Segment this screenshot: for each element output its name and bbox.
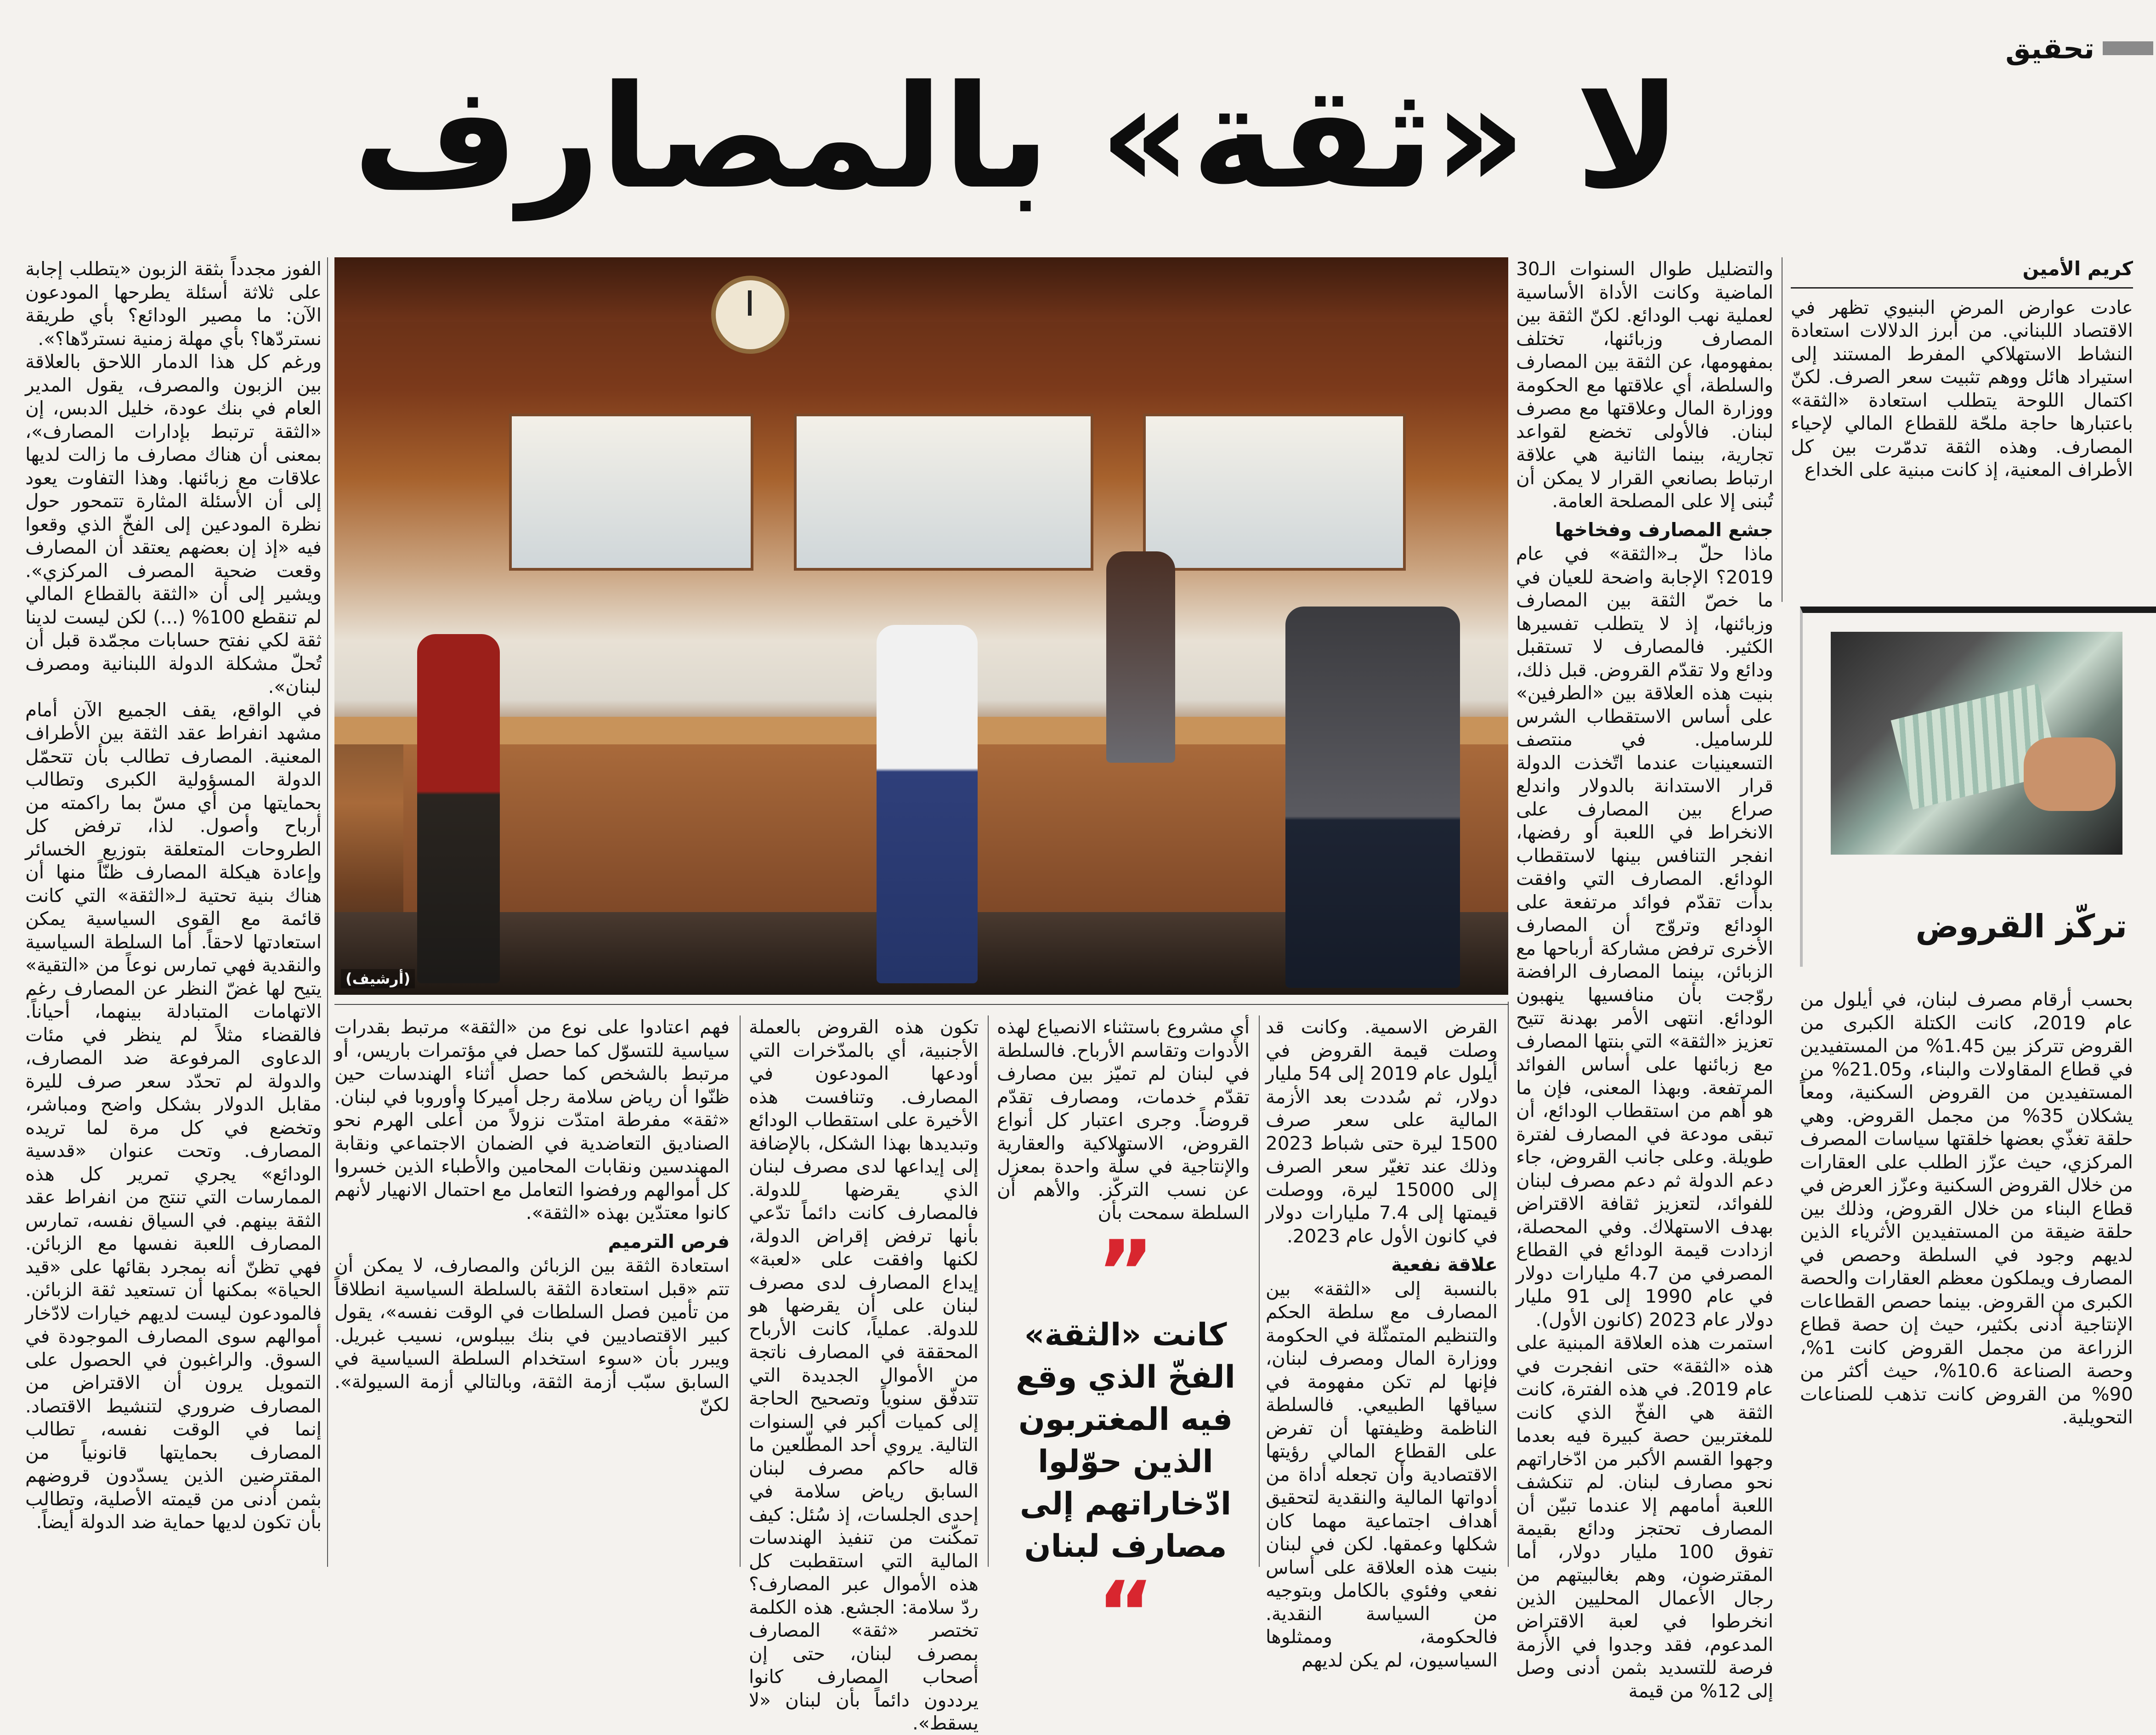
- photo-customer: [1106, 551, 1175, 763]
- sidebar-text: بحسب أرقام مصرف لبنان، في أيلول من عام 2019، كانت الكتلة الكبرى من القروض تتركز بين 1.45% من المستفيدين في قطاع المقاولات والبناء، و21.05% من المستفيدين من القروض السكنية، ومعاً يشكلان 35% من مجمل القروض. وهي حلقة تغذّي بعضها خلقتها سياسات المصرف المركزي، حيث عزّز الطلب على العقارات من خلال القروض السكنية وعزّز العرض في قطاع البناء من خلال القروض، وذلك بين حلقة ضيقة من المستفيدين الأثرياء الذين لديهم وجود في السلطة وحصص في المصارف ويملكون معظم العقارات والحصة الكبرى من القروض. بينما حصص القطاعات الإنتاجية أدنى بكثير، حيث إن حصة قطاع الزراعة من مجمل القروض كانت 1%، وحصة الصناعة 10.6%، حيث أكثر من 90% من القروض كانت تذهب للصناعات التحويلية.: [1800, 988, 2133, 1428]
- article-column-1: [1791, 257, 2133, 597]
- quote-close-mark: “: [1097, 1563, 1154, 1664]
- article-column-4: [997, 1015, 1250, 1224]
- column-divider: [1259, 1015, 1260, 1567]
- photo-window: [794, 414, 1093, 571]
- headline: لا «ثقة» بالمصارف: [352, 55, 1681, 221]
- byline: كريم الأمين: [1791, 257, 2133, 289]
- kicker-bar: [2103, 41, 2153, 55]
- pull-quote: [997, 1222, 1254, 1664]
- article-column-2: [1516, 257, 1773, 1702]
- column-7-paragraph-2: ورغم كل هذا الدمار اللاحق بالعلاقة بين الزبون والمصرف، يقول المدير العام في بنك عودة، خليل الدبس، إن «الثقة ترتبط بإدارات المصارف»، بمعنى أن هناك مصارف ما زالت لديها علاقات مع زبائنها. وهذا التفاوت يعود إلى أن الأسئلة المثارة تتمحور حول نظرة المودعين إلى الفخّ الذي وقعوا فيه «إذ إن بعضهم يعتقد أن المصارف وقعت ضحية المصرف المركزي». ويشير إلى أن «الثقة بالقطاع المالي لم تنقطع 100% (...) لكن ليست لدينا ثقة لكي نفتح حسابات مجمّدة قبل أن تُحلّ مشكلة الدولة اللبنانية ومصرف لبنان».: [25, 351, 322, 697]
- column-1-text: عادت عوارض المرض البنيوي تظهر في الاقتصاد اللبناني. من أبرز الدلالات استعادة النشاط الاستهلاكي المفرط المستند إلى استيراد هائل ووهم تثبيت سعر الصرف. لكنّ اكتمال اللوحة يتطلب استعادة «الثقة» باعتبارها حاجة ملحّة للقطاع المالي لإحياء المصارف. وهذه الثقة تدمّرت بين كل الأطراف المعنية، إذ كانت مبنية على الخداع: [1791, 296, 2133, 481]
- column-divider: [1508, 1002, 1509, 1567]
- column-2-paragraph-1: والتضليل طوال السنوات الـ30 الماضية وكانت الأداة الأساسية لعملية نهب الودائع. لكنّ الثقة بين المصارف وزبائنها، تختلف بمفهومها، عن الثقة بين المصارف والسلطة، أي علاقتها مع الحكومة ووزارة المال وعلاقتها مع مصرف لبنان. فالأولى تخضع لقواعد تجارية، بينما الثانية هي علاقة ارتباط بصانعي القرار لا يمكن أن تُبنى إلا على المصلحة العامة.: [1516, 258, 1773, 512]
- bank-hall-photo: [334, 257, 1508, 995]
- column-divider: [1782, 257, 1783, 602]
- section-kicker: [2005, 32, 2153, 64]
- photo-customer: [417, 634, 500, 983]
- column-5-text: تكون هذه القروض بالعملة الأجنبية، أي بالمدّخرات التي أودعها المودعون في المصارف. وتنافست هذه الأخيرة على استقطاب الودائع وتبديدها بهذا الشكل، بالإضافة إلى إيداعها لدى مصرف لبنان الذي يقرضها للدولة. فالمصارف كانت دائماً تدّعي بأنها ترفض إقراض الدولة، لكنها وافقت على «لعبة» إيداع المصارف لدى مصرف لبنان على أن يقرضها هو للدولة. عملياً، كانت الأرباح المحققة في المصارف ناتجة من الأموال الجديدة التي تتدفّق سنوياً وتصحيح الحاجة إلى كميات أكبر في السنوات التالية. يروي أحد المطّلعين ما قاله حاكم مصرف لبنان السابق رياض سلامة في إحدى الجلسات، إذ سُئل: كيف تمكّنت من تنفيذ الهندسات المالية التي استقطبت كل هذه الأموال عبر المصارف؟ ردّ سلامة: الجشع. هذه الكلمة تختصر «ثقة» المصارف بمصرف لبنان، حتى إن أصحاب المصارف كانوا يرددون دائماً بأن لبنان «لا يسقط».: [749, 1016, 979, 1734]
- column-divider: [327, 257, 328, 1567]
- column-2-paragraph-2: ماذا حلّ بـ«الثقة» في عام 2019؟ الإجابة واضحة للعيان في ما خصّ الثقة بين المصارف وزبائنها، إذ لا يتطلب تفسيرها الكثير. فالمصارف لا تستقبل ودائع ولا تقدّم القروض. قبل ذلك، بنيت هذه العلاقة بين «الطرفين» على أساس الاستقطاب الشرس للرساميل. في منتصف التسعينيات عندما اتّخذت الدولة قرار الاستدانة بالدولار واندلع صراع بين المصارف على الانخراط في اللعبة أو رفضها، انفجر التنافس بينها لاستقطاب الودائع. المصارف التي وافقت بدأت تقدّم فوائد مرتفعة على الودائع وتروّج أن المصارف الأخرى ترفض مشاركة أرباحها مع الزبائن، بينما المصارف الرافضة روّجت بأن منافسيها ينهبون الودائع. انتهى الأمر بهدنة تتيح تعزيز «الثقة» التي بنتها المصارف مع زبائنها على أساس الفوائد المرتفعة. وبهذا المعنى، فإن ما هو أهم من استقطاب الودائع، أن تبقى مودعة في المصارف لفترة طويلة. وعلى جانب القروض، جاء دعم الدولة ثم دعم مصرف لبنان للفوائد، لتعزيز ثقافة الاقتراض بهدف الاستهلاك. وفي المحصلة، ازدادت قيمة الودائع في القطاع المصرفي من 4.7 مليارات دولار في عام 1990 إلى 91 مليار دولار عام 2023 (كانون الأول).: [1516, 543, 1773, 1331]
- column-2-paragraph-3: استمرت هذه العلاقة المبنية على هذه «الثقة» حتى انفجرت في عام 2019. في هذه الفترة، كانت الثقة هي الفخّ الذي كانت للمغتربين حصة كبيرة فيه بعدما وجهوا القسم الأكبر من ادّخاراتهم نحو مصارف لبنان. لم تنكشف اللعبة أمامهم إلا عندما تبيّن أن المصارف تحتجز ودائع بقيمة تفوق 100 مليار دولار، أما المقترضون، وهم بغالبيتهم من رجال الأعمال المحليين الذين انخرطوا في لعبة الاقتراض المدعوم، فقد وجدوا في الأزمة فرصة للتسديد بثمن أدنى وصل إلى 12% من قيمة: [1516, 1332, 1773, 1702]
- column-divider: [740, 1015, 741, 1567]
- pull-quote-text: كانت «الثقة» الفخّ الذي وقع فيه المغتربون الذين حوّلوا ادّخاراتهم إلى مصارف لبنان: [1016, 1317, 1235, 1565]
- article-column-5: [749, 1015, 979, 1734]
- sidebar-text-column: [1800, 988, 2133, 1567]
- column-divider: [988, 1015, 989, 1567]
- column-7-paragraph-3: في الواقع، يقف الجميع الآن أمام مشهد انفراط عقد الثقة بين الأطراف المعنية. المصارف تطالب بأن تتحمّل الدولة المسؤولية الكبرى وتطالب بحمايتها من أي مسّ بما راكمته من أرباح وأصول. لذا، ترفض كل الطروحات المتعلقة بتوزيع الخسائر وإعادة هيكلة المصارف ظنّاً منها أن هناك بنية تحتية لـ«الثقة» التي كانت قائمة مع القوى السياسية يمكن استعادتها لاحقاً. أما السلطة السياسية والنقدية فهي تمارس نوعاً من «التقية» يتيح لها غضّ النظر عن المصارف رغم الاتهامات المتبادلة بينهما، أحياناً. فالقضاء مثلاً لم ينظر في مئات الدعاوى المرفوعة ضد المصارف، والدولة لم تحدّد سعر صرف لليرة مقابل الدولار بشكل واضح ومباشر، وتخضع في كل مرة لما تريده المصارف. وتحت عنوان «قدسية الودائع» يجري تمرير كل هذه الممارسات التي تنتج من انفراط عقد الثقة بينهم. في السياق نفسه، تمارس المصارف اللعبة نفسها مع الزبائن. فهي تظنّ أنه بمجرد بقائها على «قيد الحياة» بمكنها أن تستعيد ثقة الزبائن. فالمودعون ليست لديهم خيارات لادّخار أموالهم سوى المصارف الموجودة في السوق. والراغبون في الحصول على التمويل يرون أن الاقتراض من المصارف ضروري لتنشيط الاقتصاد. إنما في الوقت نفسه، تطالب المصارف بحمايتها قانونياً من المقترضين الذين يسدّدون قروضهم بثمن أدنى من قيمته الأصلية، وتطالب بأن تكون لديها حماية ضد الدولة أيضاً.: [25, 698, 322, 1533]
- photo-bottom-rule: [334, 1004, 1508, 1005]
- column-7-paragraph-1: الفوز مجدداً بثقة الزبون «يتطلب إجابة على ثلاثة أسئلة يطرحها المودعون الآن: ما مصير الودائع؟ بأي طريقة نستردّها؟ بأي مهلة زمنية نستردّها؟».: [25, 258, 322, 350]
- column-3-paragraph-2: بالنسبة إلى «الثقة» بين المصارف مع سلطة الحكم والتنظيم المتمثّلة في الحكومة ووزارة المال ومصرف لبنان، فإنها لم تكن مفهومة في سياقها الطبيعي. فالسلطة الناظمة وظيفتها أن تفرض على القطاع المالي رؤيتها الاقتصادية وأن تجعله أداة من أدواتها المالية والنقدية لتحقيق أهداف اجتماعية مهما كان شكلها وعمقها. لكن في لبنان بنيت هذه العلاقة على أساس نفعي وفئوي بالكامل وبتوجيه من السياسة النقدية. فالحكومة، وممثلوها السياسيون، لم يكن لديهم: [1266, 1277, 1498, 1671]
- article-column-7: [25, 257, 322, 1571]
- subheading-utilitarian-relation: علاقة نفعية: [1391, 1253, 1498, 1276]
- money-counting-photo: [1831, 632, 2122, 855]
- section-label: تحقيق: [2005, 31, 2094, 65]
- sidebar-title: تركّز القروض: [1915, 907, 2127, 945]
- quote-open-mark: ”: [1097, 1222, 1154, 1323]
- article-column-3: [1266, 1015, 1498, 1671]
- subheading-restoration: فرص الترميم: [608, 1230, 730, 1253]
- photo-ceiling: [334, 257, 1508, 322]
- hand: [2024, 737, 2116, 811]
- photo-customer: [877, 625, 978, 983]
- photo-window: [509, 414, 753, 571]
- column-3-paragraph-1: القرض الاسمية. وكانت قد وصلت قيمة القروض في أيلول عام 2019 إلى 54 مليار دولار، ثم سُددت بعد الأزمة المالية على سعر صرف 1500 ليرة حتى شباط 2023 وذلك عند تغيّر سعر الصرف إلى 15000 ليرة، ووصلت قيمتها إلى 7.4 مليارات دولار في كانون الأول عام 2023.: [1266, 1016, 1498, 1247]
- photo-customer: [1285, 607, 1460, 988]
- column-6-paragraph-1: فهم اعتادوا على نوع من «الثقة» مرتبط بقدرات سياسية للتسوّل كما حصل في مؤتمرات باريس، أو مرتبط بالشخص كما حصل أثناء الهندسات حين ظنّوا أن رياض سلامة رجل أميركا وأوروبا في لبنان. «ثقة» مفرطة امتدّت نزولاً من أعلى الهرم نحو الصناديق التعاضدية في الضمان الاجتماعي ونقابة المهندسين ونقابات المحامين والأطباء الذين خسروا كل أموالهم ورفضوا التعامل مع احتمال الانهيار لأنهم كانوا معتدّين بهذه «الثقة».: [334, 1016, 730, 1224]
- column-4-text: أي مشروع باستثناء الانصياع لهذه الأدوات وتقاسم الأرباح. فالسلطة في لبنان لم تميّز بين مصارف تقدّم خدمات، ومصارف تقدّم قروضاً. وجرى اعتبار كل أنواع القروض، الاستهلاكية والعقارية والإنتاجية في سلّة واحدة بمعزل عن نسب التركّز. والأهم أن السلطة سمحت بأن: [997, 1016, 1250, 1224]
- column-6-paragraph-2: استعادة الثقة بين الزبائن والمصارف، لا يمكن أن تتم «قبل استعادة الثقة بالسلطة السياسية انطلاقاً من تأمين فصل السلطات في الوقت نفسه»، يقول كبير الاقتصاديين في بنك بيبلوس، نسيب غبريل. ويبرر بأن «سوء استخدام السلطة السياسية في السابق سبّب أزمة الثقة، وبالتالي أزمة السيولة». لكنّ: [334, 1254, 730, 1416]
- photo-caption: (أرشيف): [341, 969, 415, 988]
- clock-icon: [711, 276, 789, 354]
- subheading-bank-greed: جشع المصارف وفخاخها: [1555, 518, 1773, 541]
- photo-window: [1143, 414, 1406, 571]
- article-column-6: [334, 1015, 730, 1571]
